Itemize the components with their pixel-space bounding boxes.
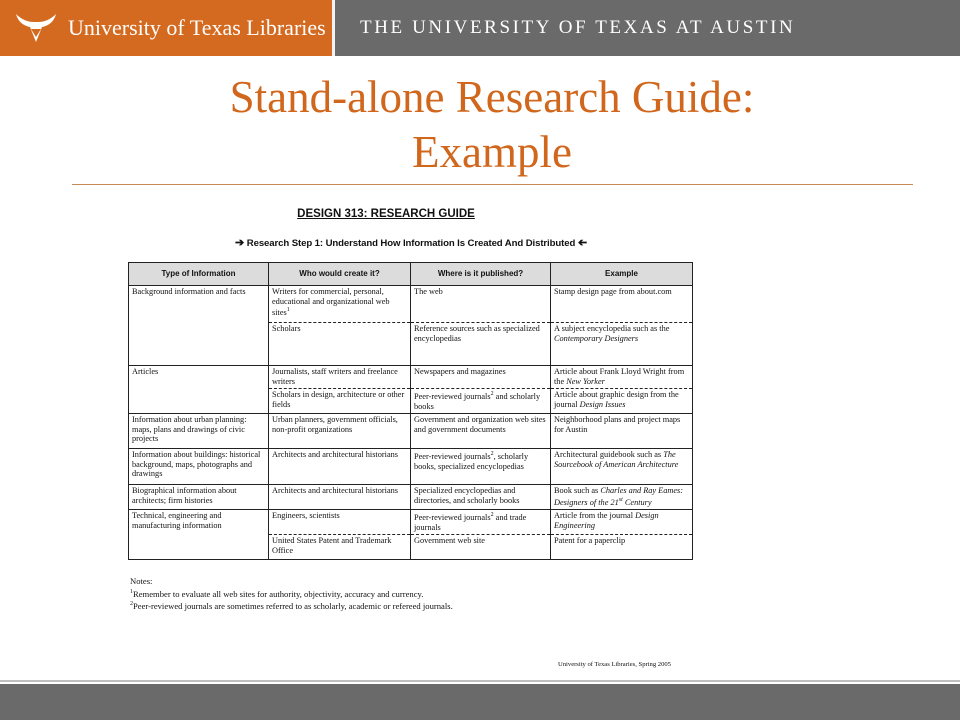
cell-type: Background information and facts <box>129 286 269 323</box>
cell-who: Journalists, staff writers and freelance writers <box>269 366 411 389</box>
slide-title-line1: Stand-alone Research Guide: <box>229 72 755 122</box>
cell-who: Engineers, scientists <box>269 510 411 535</box>
table-header-row <box>129 263 693 286</box>
cell-who: Architects and architectural historians <box>269 485 411 510</box>
research-step-text: Research Step 1: Understand How Information Is Created And Distributed <box>246 238 576 249</box>
research-guide-document <box>126 200 696 680</box>
slide-title-line2: Example <box>412 127 572 177</box>
cell-who: Scholars in design, architecture or other fields <box>269 389 411 414</box>
research-step-heading <box>126 236 696 249</box>
document-footer: University of Texas Libraries, Spring 2005 <box>558 661 671 668</box>
cell-example: Patent for a paperclip <box>551 535 693 560</box>
cell-who: Architects and architectural historians <box>269 449 411 485</box>
cell-who: Writers for commercial, personal, educational and organizational web sites$^1$ <box>269 286 411 323</box>
table-row <box>129 414 693 449</box>
footer-bar <box>0 684 960 720</box>
cell-example: Article about graphic design from the journal Design Issues <box>551 389 693 414</box>
cell-who: Scholars <box>269 323 411 366</box>
cell-type: Technical, engineering and manufacturing information <box>129 510 269 535</box>
research-guide-table <box>128 262 693 560</box>
table-row <box>129 535 693 560</box>
table-row <box>129 485 693 510</box>
cell-example: Article about Frank Lloyd Wright from the New Yorker <box>551 366 693 389</box>
cell-where: Government and organization web sites and government documents <box>411 414 551 449</box>
table-row <box>129 510 693 535</box>
document-title: DESIGN 313: RESEARCH GUIDE <box>297 208 475 220</box>
cell-example: A subject encyclopedia such as the Contemporary Designers <box>551 323 693 366</box>
cell-example: Book such as Charles and Ray Eames: Designers of the 21st Century <box>551 485 693 510</box>
table-row <box>129 449 693 485</box>
left-arrow-icon: ➔ <box>577 237 587 249</box>
cell-type <box>129 323 269 366</box>
cell-example: Architectural guidebook such as The Sourcebook of American Architecture <box>551 449 693 485</box>
university-name[interactable]: THE UNIVERSITY OF TEXAS AT AUSTIN <box>360 17 796 38</box>
table-row <box>129 366 693 389</box>
table-row <box>129 286 693 323</box>
cell-where: Reference sources such as specialized encyclopedias <box>411 323 551 366</box>
cell-where: Specialized encyclopedias and directories, and scholarly books <box>411 485 551 510</box>
cell-where: Government web site <box>411 535 551 560</box>
footer-rule <box>0 680 960 682</box>
column-header: Example <box>551 263 693 286</box>
column-header: Type of Information <box>129 263 269 286</box>
right-arrow-icon: ➔ <box>235 237 245 249</box>
cell-type: Articles <box>129 366 269 389</box>
header-divider <box>332 0 335 56</box>
cell-example: Article from the journal Design Engineering <box>551 510 693 535</box>
cell-where: The web <box>411 286 551 323</box>
cell-type: Biographical information about architects; firm histories <box>129 485 269 510</box>
note-2: $^2$Peer-reviewed journals are sometimes referred to as scholarly, academic or refereed journals. <box>130 600 453 611</box>
cell-type: Information about urban planning: maps, plans and drawings of civic projects <box>129 414 269 449</box>
table-row <box>129 389 693 414</box>
cell-where: Newspapers and magazines <box>411 366 551 389</box>
cell-example: Stamp design page from about.com <box>551 286 693 323</box>
cell-where: Peer-reviewed journals$^2$, scholarly books, specialized encyclopedias <box>411 449 551 485</box>
cell-where: Peer-reviewed journals$^2$ and scholarly books <box>411 389 551 414</box>
document-notes <box>130 576 690 612</box>
cell-type <box>129 535 269 560</box>
title-divider <box>72 184 913 185</box>
column-header: Where is it published? <box>411 263 551 286</box>
library-banner[interactable] <box>0 0 332 56</box>
cell-example: Neighborhood plans and project maps for Austin <box>551 414 693 449</box>
notes-label: Notes: <box>130 576 153 586</box>
library-name: University of Texas Libraries <box>68 15 326 40</box>
slide-title <box>72 70 912 180</box>
longhorn-icon <box>14 8 58 48</box>
table-row <box>129 323 693 366</box>
cell-who: United States Patent and Trademark Office <box>269 535 411 560</box>
column-header: Who would create it? <box>269 263 411 286</box>
cell-where: Peer-reviewed journals$^2$ and trade journals <box>411 510 551 535</box>
note-1: $^1$Remember to evaluate all web sites for authority, objectivity, accuracy and currency. <box>130 588 424 599</box>
header-bar <box>0 0 960 56</box>
cell-type <box>129 389 269 414</box>
cell-type: Information about buildings: historical background, maps, photographs and drawings <box>129 449 269 485</box>
cell-who: Urban planners, government officials, non-profit organizations <box>269 414 411 449</box>
